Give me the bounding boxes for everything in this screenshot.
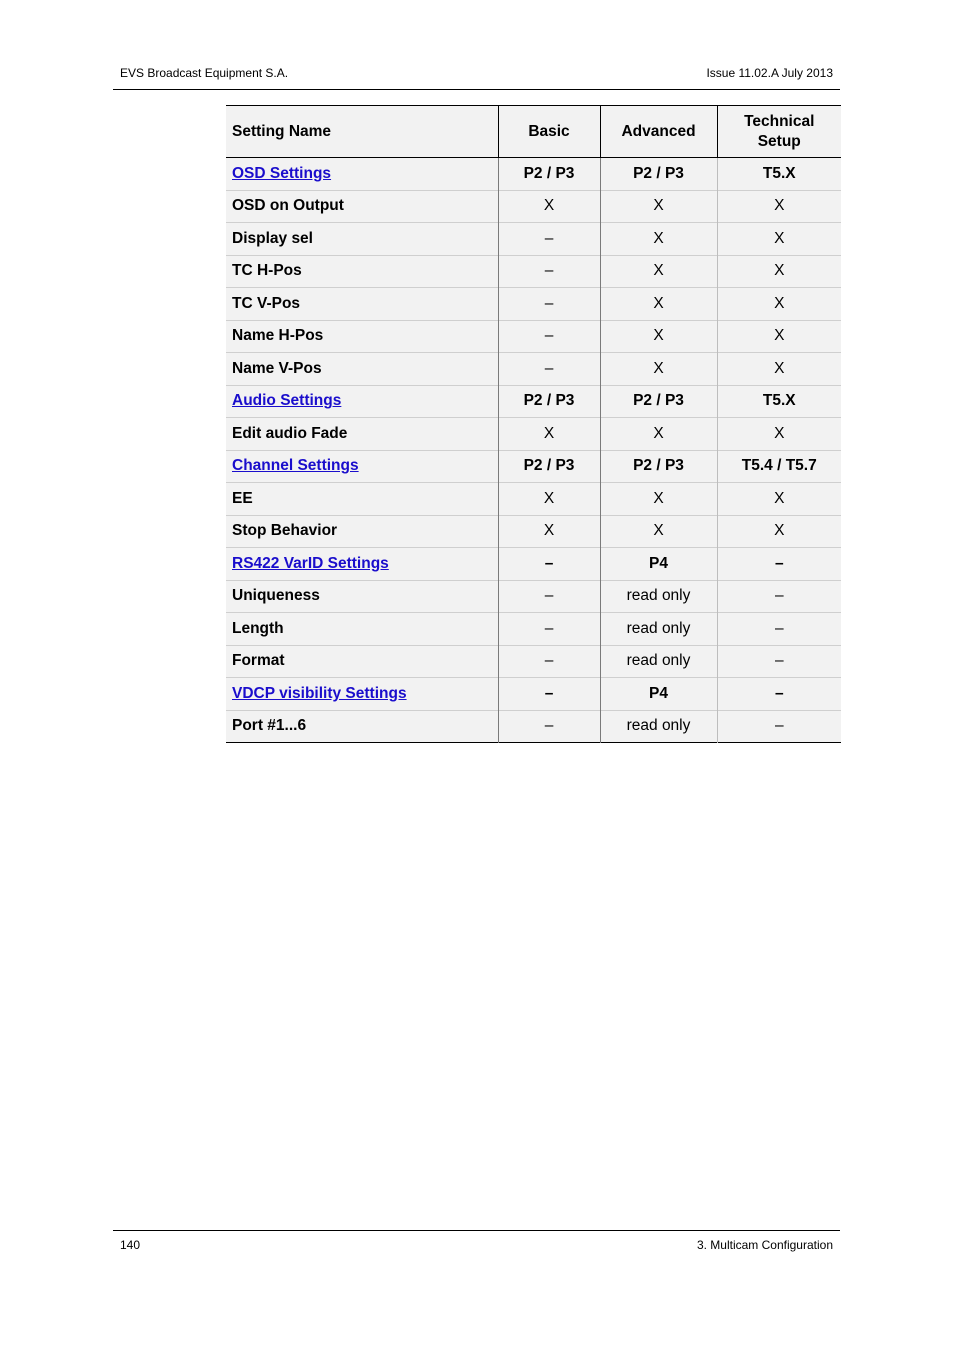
advanced-cell: read only	[600, 580, 717, 613]
advanced-cell: read only	[600, 645, 717, 678]
technical-cell: T5.X	[717, 385, 841, 418]
header-advanced: Advanced	[600, 106, 717, 158]
setting-name-cell: TC V-Pos	[232, 294, 301, 312]
basic-cell: –	[498, 580, 600, 613]
basic-cell: P2 / P3	[498, 385, 600, 418]
technical-cell: X	[717, 483, 841, 516]
advanced-cell: P2 / P3	[600, 450, 717, 483]
technical-cell: X	[717, 515, 841, 548]
header-technical-setup	[717, 106, 841, 158]
table-row	[226, 353, 841, 386]
technical-cell: X	[717, 190, 841, 223]
advanced-cell: X	[600, 515, 717, 548]
section-link[interactable]: VDCP visibility Settings	[232, 684, 407, 702]
advanced-cell: P2 / P3	[600, 158, 717, 191]
setting-name-cell: EE	[232, 489, 253, 507]
footer-rule	[113, 1230, 840, 1231]
table-row	[226, 678, 841, 711]
table-row	[226, 450, 841, 483]
technical-cell: X	[717, 353, 841, 386]
setting-name-cell: Port #1...6	[232, 717, 307, 735]
advanced-cell: X	[600, 353, 717, 386]
settings-table	[226, 105, 841, 743]
table-row	[226, 548, 841, 581]
setting-name-cell: Edit audio Fade	[232, 424, 348, 442]
table-row	[226, 515, 841, 548]
basic-cell: –	[498, 613, 600, 646]
footer-page-number: 140	[120, 1238, 141, 1252]
section-link[interactable]: Audio Settings	[232, 392, 342, 410]
table-row	[226, 288, 841, 321]
basic-cell: –	[498, 223, 600, 256]
basic-cell: –	[498, 710, 600, 743]
advanced-cell: X	[600, 190, 717, 223]
advanced-cell: P4	[600, 548, 717, 581]
advanced-cell: X	[600, 418, 717, 451]
setting-name-cell	[226, 678, 498, 711]
header-issue: Issue 11.02.A July 2013	[706, 66, 833, 80]
setting-name-cell: OSD on Output	[232, 197, 344, 215]
header-technical-line2: Setup	[757, 132, 801, 150]
table-body	[226, 158, 841, 743]
setting-name-cell: Uniqueness	[232, 587, 320, 605]
basic-cell: –	[498, 353, 600, 386]
basic-cell: –	[498, 645, 600, 678]
advanced-cell: read only	[600, 613, 717, 646]
advanced-cell: X	[600, 288, 717, 321]
table-row	[226, 158, 841, 191]
advanced-cell: X	[600, 320, 717, 353]
header-setting-name: Setting Name	[232, 122, 332, 140]
technical-cell: X	[717, 255, 841, 288]
setting-name-cell: Name H-Pos	[232, 327, 324, 345]
technical-cell: –	[717, 678, 841, 711]
setting-name-cell: Format	[232, 652, 285, 670]
basic-cell: P2 / P3	[498, 450, 600, 483]
table-row	[226, 613, 841, 646]
basic-cell: –	[498, 678, 600, 711]
setting-name-cell: Stop Behavior	[232, 522, 338, 540]
basic-cell: X	[498, 418, 600, 451]
technical-cell: –	[717, 580, 841, 613]
basic-cell: –	[498, 255, 600, 288]
technical-cell: –	[717, 645, 841, 678]
basic-cell: X	[498, 483, 600, 516]
table-row	[226, 190, 841, 223]
basic-cell: –	[498, 288, 600, 321]
header-rule	[113, 89, 840, 90]
basic-cell: –	[498, 548, 600, 581]
advanced-cell: P2 / P3	[600, 385, 717, 418]
setting-name-cell	[226, 450, 498, 483]
setting-name-cell	[226, 158, 498, 191]
basic-cell: –	[498, 320, 600, 353]
setting-name-cell	[226, 385, 498, 418]
section-link[interactable]: RS422 VarID Settings	[232, 554, 389, 572]
technical-cell: –	[717, 548, 841, 581]
table-row	[226, 223, 841, 256]
header-company: EVS Broadcast Equipment S.A.	[120, 66, 289, 80]
technical-cell: –	[717, 710, 841, 743]
table-row	[226, 710, 841, 743]
footer-section: 3. Multicam Configuration	[696, 1238, 833, 1252]
table-row	[226, 580, 841, 613]
setting-name-cell: Length	[232, 619, 284, 637]
advanced-cell: X	[600, 483, 717, 516]
basic-cell: X	[498, 190, 600, 223]
basic-cell: X	[498, 515, 600, 548]
technical-cell: X	[717, 320, 841, 353]
setting-name-cell: TC H-Pos	[232, 262, 302, 280]
setting-name-cell: Name V-Pos	[232, 359, 322, 377]
header-technical-line1: Technical	[744, 112, 815, 130]
advanced-cell: X	[600, 223, 717, 256]
technical-cell: –	[717, 613, 841, 646]
section-link[interactable]: OSD Settings	[232, 164, 332, 182]
setting-name-cell: Display sel	[232, 229, 313, 247]
table-row	[226, 418, 841, 451]
basic-cell: P2 / P3	[498, 158, 600, 191]
technical-cell: X	[717, 418, 841, 451]
table-row	[226, 483, 841, 516]
table-row	[226, 645, 841, 678]
table-header-row	[226, 106, 841, 158]
header-basic: Basic	[498, 106, 600, 158]
table-row	[226, 255, 841, 288]
section-link[interactable]: Channel Settings	[232, 457, 359, 475]
technical-cell: X	[717, 223, 841, 256]
advanced-cell: P4	[600, 678, 717, 711]
technical-cell: T5.4 / T5.7	[717, 450, 841, 483]
setting-name-cell	[226, 548, 498, 581]
technical-cell: T5.X	[717, 158, 841, 191]
advanced-cell: read only	[600, 710, 717, 743]
table-row	[226, 320, 841, 353]
advanced-cell: X	[600, 255, 717, 288]
technical-cell: X	[717, 288, 841, 321]
table-row	[226, 385, 841, 418]
